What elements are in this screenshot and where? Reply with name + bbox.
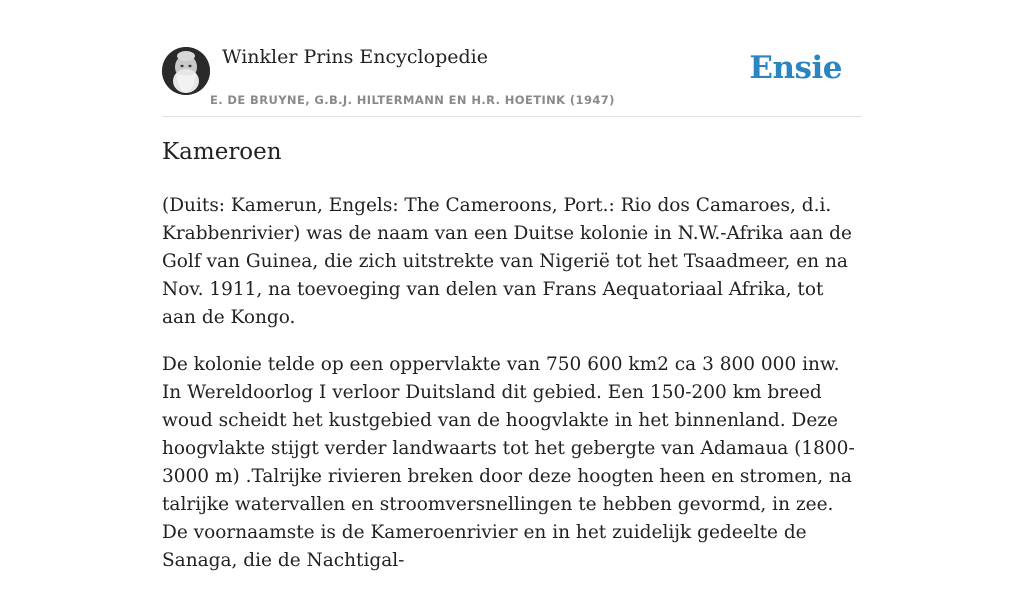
ensie-logo-link[interactable]: Ensie [749,50,842,86]
article-title: Kameroen [162,139,282,165]
source-authors: E. DE BRUYNE, G.B.J. HILTERMANN EN H.R. HOETINK (1947) [210,93,615,107]
article-paragraph-1: (Duits: Kamerun, Engels: The Cameroons, Port.: Rio dos Camaroes, d.i. Krabbenrivier) was de naam van een Duitse kolonie in N.W.-Afrika aan de Golf van Guinea, die zich uitstrekte van Nigerië tot het Tsaadmeer, en na Nov. 1911, na toevoeging van delen van Frans Aequatoriaal Afrika, tot aan de Kongo. [162,195,852,328]
source-title[interactable]: Winkler Prins Encyclopedie [222,46,488,68]
article-paragraph-2: De kolonie telde op een oppervlakte van 750 600 km2 ca 3 800 000 inw. In Wereldoorlog I verloor Duitsland dit gebied. Een 150-200 km breed woud scheidt het kustgebied van de hoogvlakte in het binnenland. Deze hoogvlakte stijgt verder landwaarts tot het gebergte van Adamaua (1800-3000 m) .Talrijke rivieren breken door deze hoogten heen en stromen, na talrijke watervallen en stroomversnellingen te hebben gevormd, in zee. De voornaamste is de Kameroenrivier en in het zuidelijk gedeelte de Sanaga, die de Nachtigal- [162,354,855,571]
article-body [162,192,862,594]
author-avatar[interactable] [162,47,210,95]
source-header [162,40,862,117]
author-portrait-icon [162,47,210,95]
